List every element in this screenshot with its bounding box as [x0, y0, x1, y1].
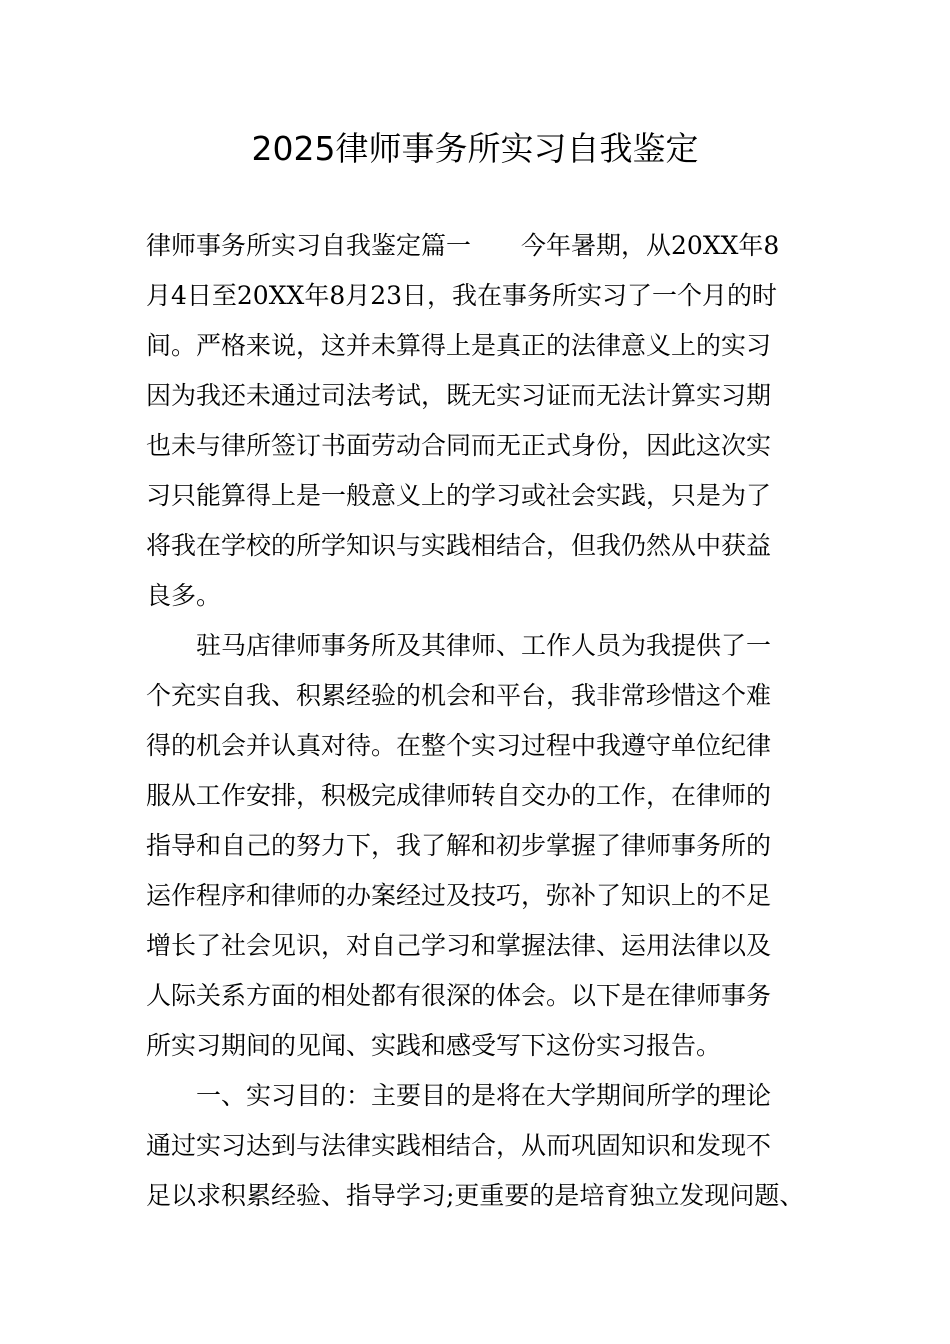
body-line-8: 良多。: [146, 581, 222, 610]
body-line-5: 也未与律所签订书面劳动合同而无正式身份，因此这次实: [146, 431, 772, 460]
body-line-12: 服从工作安排，积极完成律师转自交办的工作，在律师的: [146, 781, 772, 810]
body-line-10: 个充实自我、积累经验的机会和平台，我非常珍惜这个难: [146, 681, 772, 710]
body-line-7: 将我在学校的所学知识与实践相结合，但我仍然从中获益: [146, 531, 772, 560]
body-line-18: 一、实习目的：主要目的是将在大学期间所学的理论: [196, 1081, 772, 1110]
body-line-11: 得的机会并认真对待。在整个实习过程中我遵守单位纪律: [146, 731, 772, 760]
document-title: 2025律师事务所实习自我鉴定: [251, 129, 699, 168]
body-line-9: 驻马店律师事务所及其律师、工作人员为我提供了一: [196, 631, 772, 660]
body-line-16: 人际关系方面的相处都有很深的体会。以下是在律师事务: [146, 981, 772, 1010]
body-line-20: 足以求积累经验、指导学习;更重要的是培育独立发现问题、: [146, 1181, 805, 1210]
body-line-17: 所实习期间的见闻、实践和感受写下这份实习报告。: [146, 1031, 722, 1060]
body-line-15: 增长了社会见识，对自己学习和掌握法律、运用法律以及: [146, 931, 772, 960]
body-line-6: 习只能算得上是一般意义上的学习或社会实践，只是为了: [146, 481, 772, 510]
body-line-1: 律师事务所实习自我鉴定篇一 今年暑期，从20XX年8: [146, 231, 780, 260]
body-line-2: 月4日至20XX年8月23日，我在事务所实习了一个月的时: [146, 281, 778, 310]
body-line-4: 因为我还未通过司法考试，既无实习证而无法计算实习期: [146, 381, 772, 410]
body-line-19: 通过实习达到与法律实践相结合，从而巩固知识和发现不: [146, 1131, 772, 1160]
body-line-13: 指导和自己的努力下，我了解和初步掌握了律师事务所的: [146, 831, 772, 860]
body-line-14: 运作程序和律师的办案经过及技巧，弥补了知识上的不足: [146, 881, 772, 910]
body-line-3: 间。严格来说，这并未算得上是真正的法律意义上的实习: [146, 331, 772, 360]
